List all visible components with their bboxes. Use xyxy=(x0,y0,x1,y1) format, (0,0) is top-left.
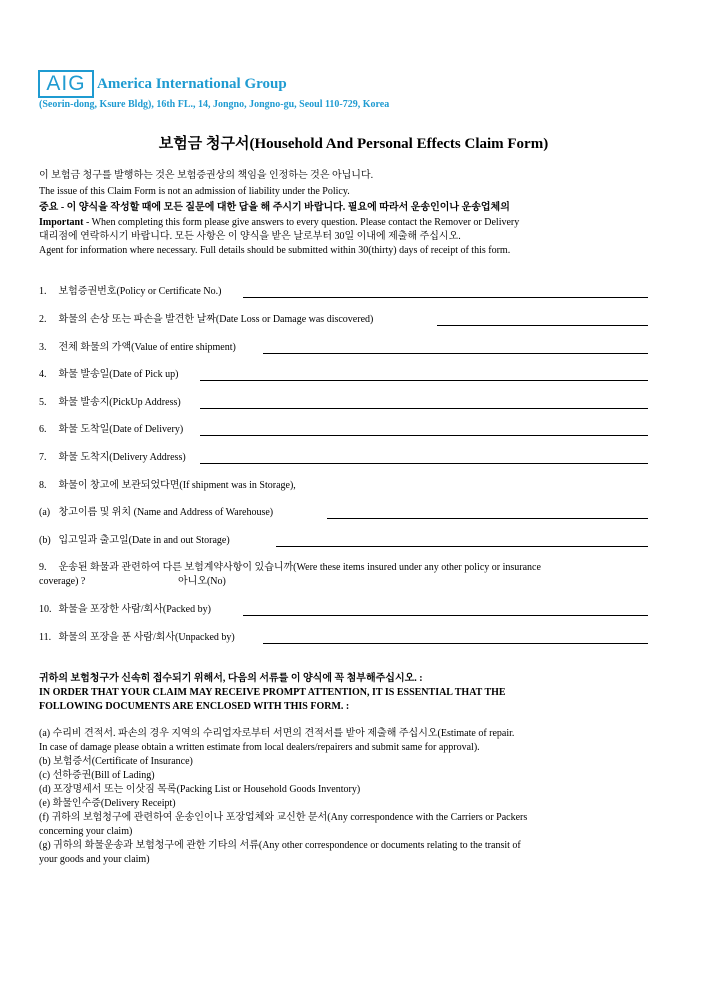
documents-heading-en-2: FOLLOWING DOCUMENTS ARE ENCLOSED WITH THIS FORM. : xyxy=(39,701,350,712)
field-pickup-address: 5. 화물 발송지(PickUp Address) xyxy=(39,397,181,408)
field-unpacked-by: 11. 화물의 포장을 푼 사람/회사(Unpacked by) xyxy=(39,632,235,643)
intro-line-en: The issue of this Claim Form is not an admission of liability under the Policy. xyxy=(39,186,350,197)
field-storage: 8. 화물이 창고에 보관되었다면(If shipment was in Storage), xyxy=(39,480,296,491)
field-shipment-value: 3. 전체 화물의 가액(Value of entire shipment) xyxy=(39,342,236,353)
field-other-insurance-cont: coverage) ? xyxy=(39,576,86,587)
field-policy-no: 1. 보험증권번호(Policy or Certificate No.) xyxy=(39,286,222,297)
field-storage-dates: (b) 입고일과 출고일(Date in and out Storage) xyxy=(39,535,230,546)
document-item: concerning your claim) xyxy=(39,826,133,837)
field-packed-by: 10. 화물을 포장한 사람/회사(Packed by) xyxy=(39,604,211,615)
field-delivery-date: 6. 화물 도착일(Date of Delivery) xyxy=(39,424,184,435)
document-item: (f) 귀하의 보험청구에 관련하여 운송인이나 포장업체와 교신한 문서(Any correspondence with the Carriers or Packers xyxy=(39,812,528,823)
documents-heading-ko: 귀하의 보험청구가 신속히 접수되기 위해서, 다음의 서류를 이 양식에 꼭 첨부해주십시오. : xyxy=(39,673,423,684)
pickup-address-input[interactable] xyxy=(200,408,648,409)
field-pickup-date: 4. 화물 발송일(Date of Pick up) xyxy=(39,369,179,380)
date-discovered-input[interactable] xyxy=(437,325,648,326)
company-name: America International Group xyxy=(97,76,287,92)
policy-no-input[interactable] xyxy=(243,297,648,298)
important-label: Important xyxy=(39,217,84,228)
document-item: (c) 선하증권(Bill of Lading) xyxy=(39,770,155,781)
delivery-date-input[interactable] xyxy=(200,435,648,436)
field-date-discovered: 2. 화물의 손상 또는 파손을 발견한 날짜(Date Loss or Damage was discovered) xyxy=(39,314,374,325)
option-no[interactable]: 아니오(No) xyxy=(178,576,226,587)
pickup-date-input[interactable] xyxy=(200,380,648,381)
important-line-ko: 중요 - 이 양식을 작성할 때에 모든 질문에 대한 답을 해 주시기 바랍니다. 필요에 따라서 운송인이나 운송업체의 xyxy=(39,202,510,213)
document-item: your goods and your claim) xyxy=(39,854,150,865)
document-item: (e) 화물인수증(Delivery Receipt) xyxy=(39,798,176,809)
unpacked-by-input[interactable] xyxy=(263,643,648,644)
aig-logo: AIG xyxy=(38,70,94,98)
contact-line-ko: 대리점에 연락하시기 바랍니다. 모든 사항은 이 양식을 받은 날로부터 30일 이내에 제출해 주십시오. xyxy=(39,231,461,242)
important-line-en xyxy=(39,217,519,229)
field-delivery-address: 7. 화물 도착지(Delivery Address) xyxy=(39,452,186,463)
document-item: (a) 수리비 견적서. 파손의 경우 지역의 수리업자로부터 서면의 견적서를 받아 제출해 주십시오(Estimate of repair. xyxy=(39,728,515,739)
important-text: - When completing this form please give answers to every question. Please contact the Remover or Delivery xyxy=(83,217,520,228)
document-item: (b) 보험증서(Certificate of Insurance) xyxy=(39,756,193,767)
documents-heading-en-1: IN ORDER THAT YOUR CLAIM MAY RECEIVE PROMPT ATTENTION, IT IS ESSENTIAL THAT THE xyxy=(39,687,506,698)
document-item: (d) 포장명세서 또는 이삿짐 목록(Packing List or Household Goods Inventory) xyxy=(39,784,361,795)
document-item: (g) 귀하의 화물운송과 보험청구에 관한 기타의 서류(Any other correspondence or documents relating to the transit of xyxy=(39,840,521,851)
storage-dates-input[interactable] xyxy=(276,546,648,547)
contact-line-en: Agent for information where necessary. Full details should be submitted within 30(thirty) days of receipt of this form. xyxy=(39,245,511,256)
company-address: (Seorin-dong, Ksure Bldg), 16th FL., 14, Jongno, Jongno-gu, Seoul 110-729, Korea xyxy=(39,99,390,110)
shipment-value-input[interactable] xyxy=(263,353,648,354)
field-warehouse: (a) 창고이름 및 위치 (Name and Address of Warehouse) xyxy=(39,507,274,518)
warehouse-input[interactable] xyxy=(327,518,648,519)
form-title: 보험금 청구서(Household And Personal Effects Claim Form) xyxy=(158,136,549,152)
intro-line-ko: 이 보험금 청구를 발행하는 것은 보험증권상의 책임을 인정하는 것은 아닙니다. xyxy=(39,170,374,181)
field-other-insurance: 9. 운송된 화물과 관련하여 다른 보험계약사항이 있습니까(Were these items insured under any other policy or insurance xyxy=(39,562,541,573)
delivery-address-input[interactable] xyxy=(200,463,648,464)
packed-by-input[interactable] xyxy=(243,615,648,616)
document-item: In case of damage please obtain a written estimate from local dealers/repairers and submit same for approval). xyxy=(39,742,480,753)
